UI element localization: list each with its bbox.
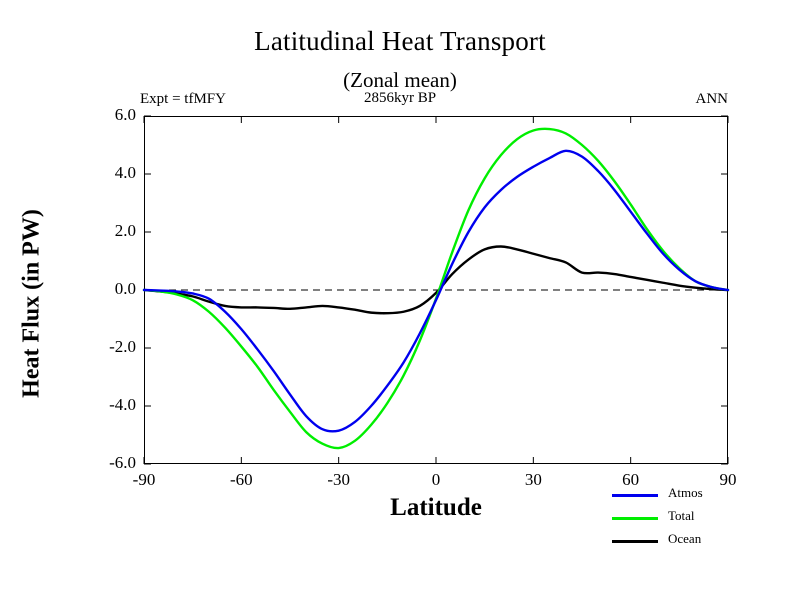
- legend-swatch-atmos: [612, 494, 658, 497]
- legend: [612, 484, 772, 553]
- legend-swatch-total: [612, 517, 658, 520]
- legend-swatch-ocean: [612, 540, 658, 543]
- series-line-total: [144, 129, 728, 448]
- data-series-group: [144, 129, 728, 448]
- y-tick-label: -4.0: [109, 395, 136, 414]
- x-tick-label: 90: [719, 470, 737, 489]
- y-tick-label: 2.0: [114, 221, 136, 240]
- series-line-ocean: [144, 247, 728, 314]
- chart-subtitle: (Zonal mean): [343, 68, 457, 92]
- x-tick-label: 30: [524, 470, 542, 489]
- y-tick-label: -2.0: [109, 337, 136, 356]
- series-line-atmos: [144, 151, 728, 432]
- legend-item: [612, 530, 772, 553]
- y-tick-label: 0.0: [114, 279, 136, 298]
- period-label: ANN: [695, 91, 728, 107]
- x-tick-label: -30: [327, 470, 350, 489]
- y-axis-title: Heat Flux (in PW): [18, 209, 45, 398]
- x-tick-label: 60: [622, 470, 640, 489]
- epoch-label: 2856kyr BP: [363, 90, 437, 106]
- x-tick-label: 0: [431, 470, 441, 489]
- legend-label: Total: [668, 508, 695, 523]
- page-title: Latitudinal Heat Transport: [254, 26, 546, 56]
- y-axis-tick-labels: [80, 0, 136, 600]
- x-tick-label: -90: [132, 470, 156, 489]
- y-tick-label: 6.0: [114, 105, 136, 124]
- y-tick-label: 4.0: [114, 163, 136, 182]
- legend-label: Ocean: [668, 531, 702, 546]
- x-tick-label: -60: [229, 470, 253, 489]
- x-axis-title: Latitude: [390, 494, 482, 521]
- y-tick-label: -6.0: [109, 453, 136, 472]
- legend-item: [612, 507, 772, 530]
- experiment-label: Expt = tfMFY: [140, 91, 226, 107]
- legend-label: Atmos: [668, 485, 703, 500]
